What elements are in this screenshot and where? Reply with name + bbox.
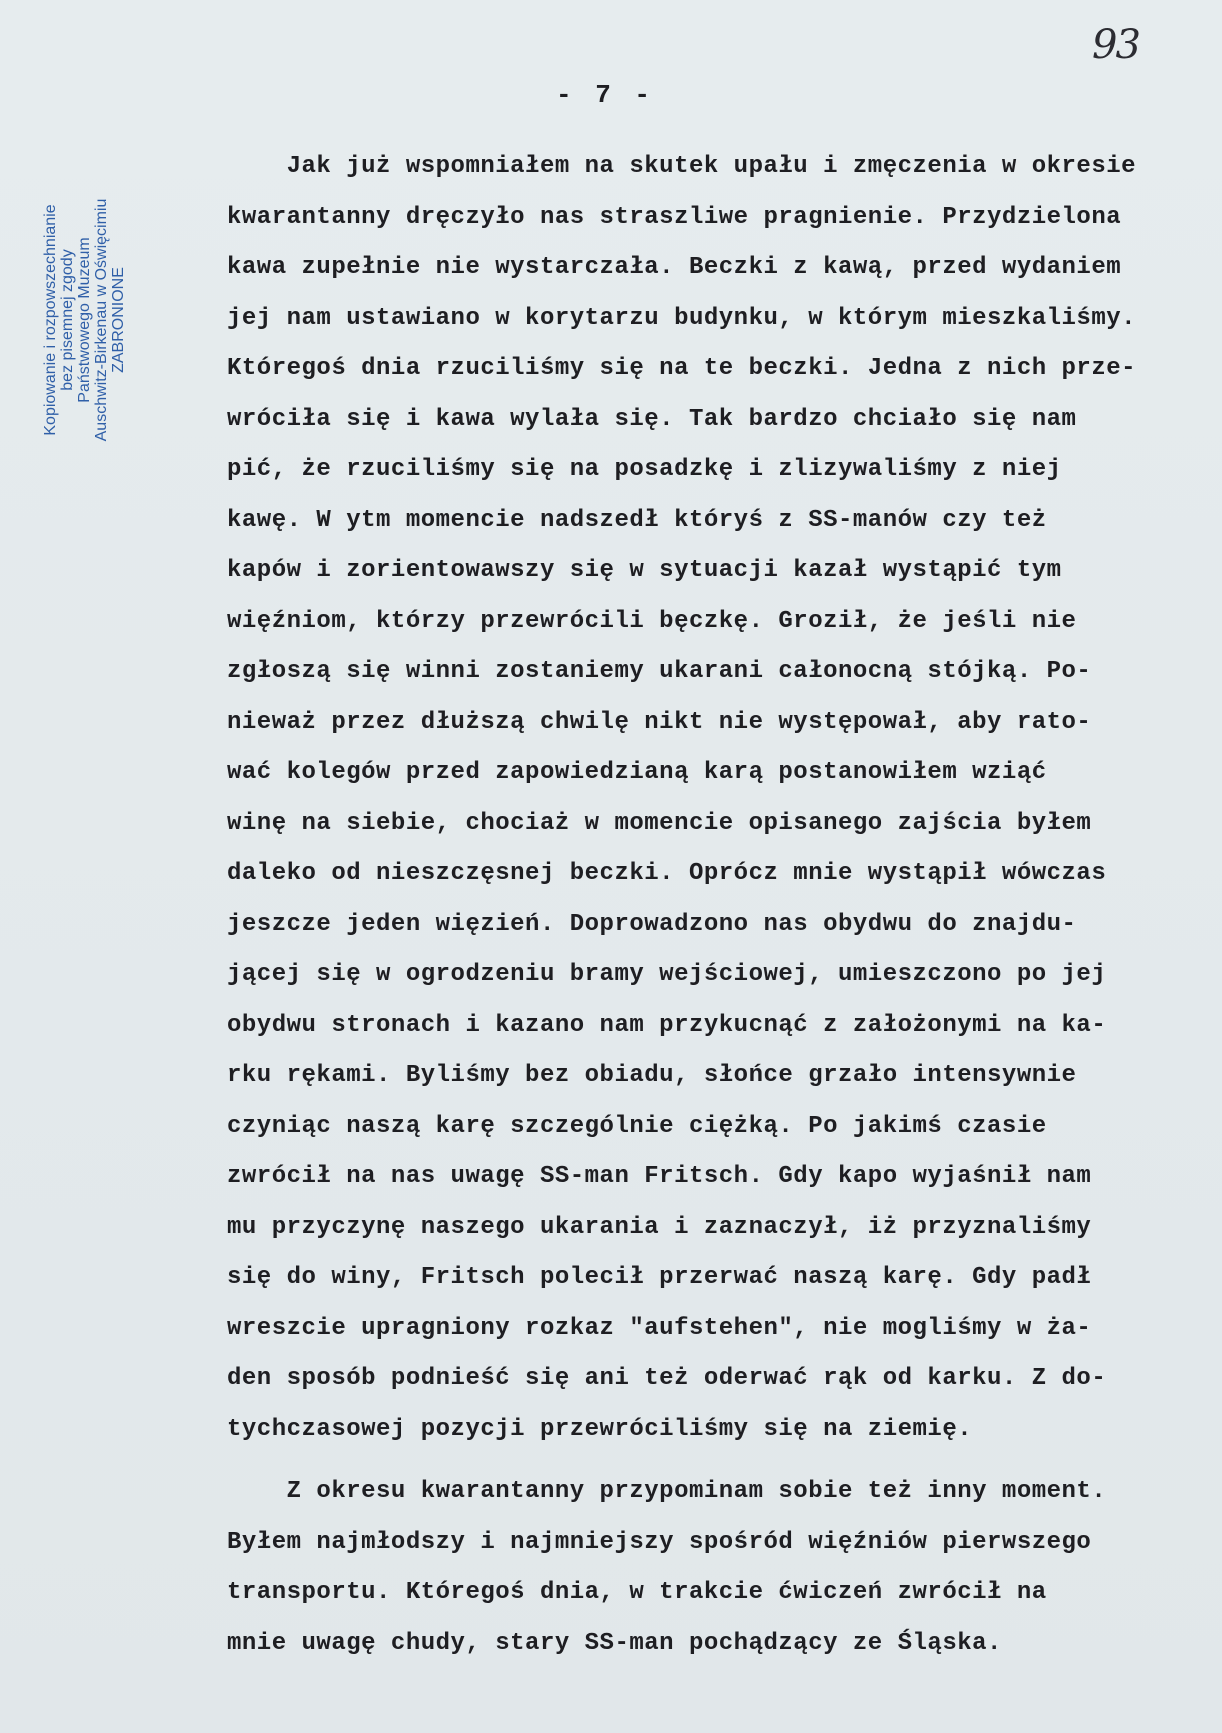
paragraph-1 [227,142,1187,1455]
text-line: Któregoś dnia rzuciliśmy się na te beczki. Jedna z nich prze- [227,355,1137,382]
stamp-line: bez pisemnej zgody [59,249,76,391]
text-line: zwrócił na nas uwagę SS-man Fritsch. Gdy kapo wyjaśnił nam [227,1163,1092,1190]
text-line: się do winy, Fritsch polecił przerwać naszą karę. Gdy padł [227,1264,1092,1291]
text-line: den sposób podnieść się ani też oderwać rąk od karku. Z do- [227,1365,1107,1392]
stamp-line: Kopiowanie i rozpowszechnianie [42,204,59,436]
text-line: tychczasowej pozycji przewróciliśmy się na ziemię. [227,1415,973,1443]
text-line: obydwu stronach i kazano nam przykucnąć z założonymi na ka- [227,1011,1107,1039]
text-line: kwarantanny dręczyło nas straszliwe pragnienie. Przydzielona [227,203,1122,231]
paragraph-gap [227,1455,1187,1467]
text-line: jeszcze jeden więzień. Doprowadzono nas obydwu do znajdu- [227,910,1077,938]
text-line: kawa zupełnie nie wystarczała. Beczki z kawą, przed wydaniem [227,254,1122,281]
text-line: rku rękami. Byliśmy bez obiadu, słońce grzało intensywnie [227,1062,1077,1089]
text-line: pić, że rzuciliśmy się na posadzkę i zlizywaliśmy z niej [227,456,1062,483]
text-line: kawę. W ytm momencie nadszedł któryś z SS-manów czy też [227,506,1047,534]
copyright-stamp [42,170,127,470]
stamp-line: Państwowego Muzeum [76,237,93,403]
text-line: wreszcie upragniony rozkaz "aufstehen", nie mogliśmy w ża- [227,1314,1092,1342]
text-line: transportu. Któregoś dnia, w trakcie ćwiczeń zwrócił na [227,1579,1047,1606]
text-line: kapów i zorientowawszy się w sytuacji kazał wystąpić tym [227,557,1062,584]
text-line: Z okresu kwarantanny przypominam sobie też inny moment. [227,1478,1107,1505]
text-line: wać kolegów przed zapowiedzianą karą postanowiłem wziąć [227,759,1047,786]
text-line: wróciła się i kawa wylała się. Tak bardzo chciało się nam [227,405,1077,433]
text-line: mu przyczynę naszego ukarania i zaznaczył, iż przyznaliśmy [227,1213,1092,1241]
text-line: zgłoszą się winni zostaniemy ukarani całonocną stójką. Po- [227,658,1092,685]
text-line: Jak już wspomniałem na skutek upału i zmęczenia w okresie [227,153,1137,180]
handwritten-page-number: 93 [1092,22,1139,68]
stamp-line: ZABRONIONE [110,267,127,373]
text-line: mnie uwagę chudy, stary SS-man pochądzący ze Śląska. [227,1629,1002,1657]
stamp-line: Auschwitz-Birkenau w Oświęcimiu [93,198,110,442]
text-line: czyniąc naszą karę szczególnie ciężką. Po jakimś czasie [227,1112,1047,1140]
text-line: Byłem najmłodszy i najmniejszy spośród więźniów pierwszego [227,1528,1092,1556]
text-line: winę na siebie, chociaż w momencie opisanego zajścia byłem [227,809,1092,837]
text-line: nieważ przez dłuższą chwilę nikt nie występował, aby rato- [227,708,1092,736]
text-line: daleko od nieszczęsnej beczki. Oprócz mnie wystąpił wówczas [227,860,1107,887]
paragraph-2 [227,1467,1187,1669]
body-text [227,142,1187,1669]
page-number: - 7 - [556,80,655,110]
text-line: jącej się w ogrodzeniu bramy wejściowej, umieszczono po jej [227,961,1107,988]
text-line: więźniom, którzy przewrócili bęczkę. Groził, że jeśli nie [227,607,1077,635]
text-line: jej nam ustawiano w korytarzu budynku, w którym mieszkaliśmy. [227,304,1137,332]
